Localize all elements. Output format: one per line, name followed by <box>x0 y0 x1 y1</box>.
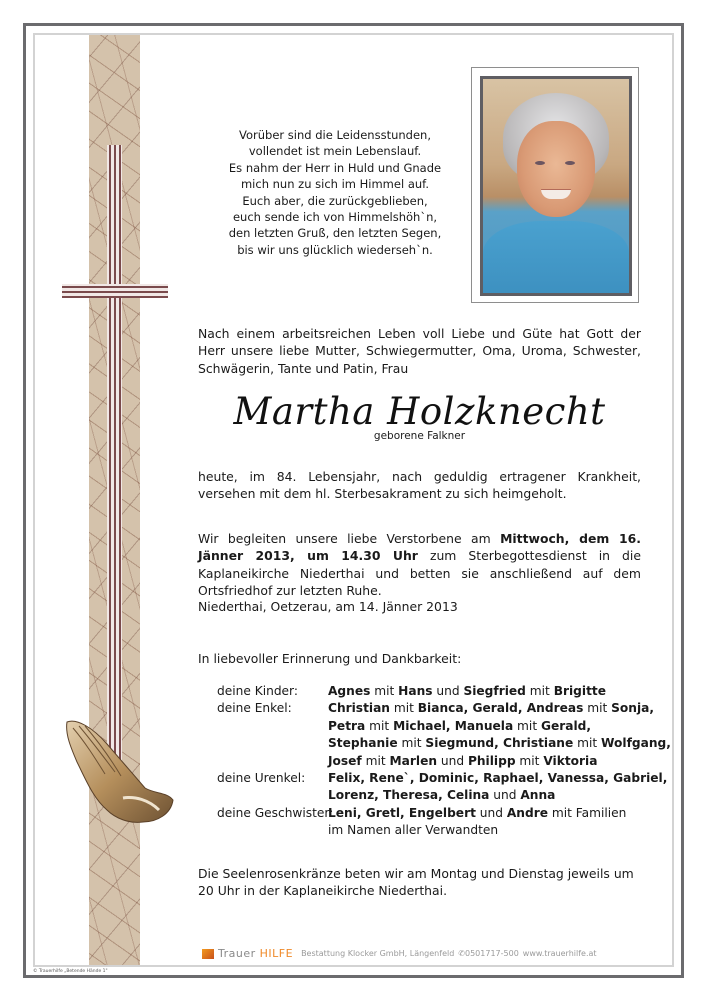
poem-line: den letzten Gruß, den letzten Segen, <box>228 226 442 241</box>
family-line <box>328 683 606 700</box>
funeral-suffix: zum Sterbegottesdienst in die Kaplaneikirche Niederthai und betten sie anschließend auf dem Ortsfriedhof zur letzten Ruhe. <box>198 548 641 598</box>
cross-horizontal-bar <box>62 284 168 298</box>
family-group-label: deine Kinder: <box>217 684 298 698</box>
family-member-name: Hans <box>398 684 433 698</box>
deceased-name: Martha Holzknecht <box>233 390 606 433</box>
brand-part2: HILFE <box>259 947 294 960</box>
poem-line: Es nahm der Herr in Huld und Gnade <box>228 160 442 175</box>
family-line <box>328 753 671 770</box>
family-connector: mit <box>573 736 602 751</box>
portrait-photo-frame <box>471 67 639 303</box>
funeral-prefix: Wir begleiten unsere liebe Verstorbene am <box>198 531 501 546</box>
footer-phone: ✆0501717-500 <box>458 949 519 958</box>
family-member-name: Lorenz, Theresa, Celina <box>328 788 490 803</box>
family-connector: mit <box>397 736 426 751</box>
poem-line: Euch aber, die zurückgeblieben, <box>242 193 428 208</box>
portrait-eye <box>565 161 575 165</box>
poem-line: bis wir uns glücklich wiederseh`n. <box>237 242 433 257</box>
family-group <box>217 805 671 840</box>
family-member-name: Wolfgang, <box>601 736 671 751</box>
poem-line: mich nun zu sich im Himmel auf. <box>240 177 430 192</box>
poem-line: euch sende ich von Himmelshöh`n, <box>232 210 438 225</box>
footer <box>202 947 597 960</box>
family-member-name: Stephanie <box>328 736 398 751</box>
family-member-name: Sonja, <box>611 701 654 716</box>
family-list <box>217 683 671 840</box>
family-group-label: deine Enkel: <box>217 701 292 716</box>
family-line <box>328 735 671 752</box>
family-member-name: Andre <box>506 805 548 820</box>
family-line <box>328 787 667 804</box>
family-connector: und <box>437 753 468 768</box>
family-member-name: Agnes <box>328 684 371 698</box>
poem <box>222 127 448 258</box>
family-member-name: Felix, Rene`, Dominic, Raphael, Vanessa, Gabriel, <box>328 771 668 786</box>
footer-website[interactable]: www.trauerhilfe.at <box>522 949 597 958</box>
family-member-name: Philipp <box>467 753 516 768</box>
family-member-name: Marlen <box>389 753 438 768</box>
family-connector: und <box>432 684 464 698</box>
family-member-name: Petra <box>328 718 366 733</box>
family-connector: mit <box>361 753 390 768</box>
gratitude-heading: In liebevoller Erinnerung und Dankbarkeit: <box>198 651 462 666</box>
family-member-name: Bianca, Gerald, Andreas <box>417 701 584 716</box>
family-member-name: Siegfried <box>463 684 526 698</box>
family-group <box>217 700 671 770</box>
family-member-name: Siegmund, Christiane <box>425 736 574 751</box>
family-connector: mit <box>365 718 394 733</box>
copyright: © Trauerhilfe „Betende Hände 1" <box>33 969 108 974</box>
cross-vertical-bar <box>107 145 122 765</box>
footer-company: Bestattung Klocker GmbH, Längenfeld <box>301 949 455 958</box>
family-group <box>217 683 671 700</box>
family-group <box>217 770 671 805</box>
intro-text: Nach einem arbeitsreichen Leben voll Liebe und Güte hat Gott der Herr unsere liebe Mutter, Schwiegermutter, Oma, Uroma, Schwester, Schwägerin, Tante und Patin, Frau <box>198 326 641 376</box>
poem-line: vollendet ist mein Lebenslauf. <box>248 144 422 159</box>
praying-hands-icon <box>63 718 178 828</box>
family-connector: mit <box>389 701 418 716</box>
family-member-name: Viktoria <box>543 753 598 768</box>
portrait-photo <box>480 76 632 296</box>
death-notice: heute, im 84. Lebensjahr, nach geduldig ertragener Krankheit, versehen mit dem hl. Sterbesakrament zu sich heimgeholt. <box>198 469 641 502</box>
family-line <box>328 822 626 839</box>
portrait-eye <box>535 161 545 165</box>
portrait-face <box>517 121 595 217</box>
family-member-name: Anna <box>520 788 556 803</box>
family-connector: und <box>489 788 521 803</box>
family-member-name: Michael, Manuela <box>393 718 514 733</box>
family-connector: im Namen aller Verwandten <box>328 823 499 838</box>
family-line <box>328 805 626 822</box>
family-connector: mit <box>525 684 554 698</box>
brand-part1: Trauer <box>218 947 256 960</box>
rosary-notice: Die Seelenrosenkränze beten wir am Montag und Dienstag jeweils um 20 Uhr in der Kaplaneikirche Niederthai. <box>198 866 634 899</box>
funeral-date: Mittwoch, dem 16. Jänner 2013, um 14.30 Uhr <box>198 531 641 564</box>
family-line <box>328 718 671 735</box>
family-group-label: deine Geschwister: <box>217 805 334 820</box>
family-member-name: Christian <box>328 701 390 716</box>
family-line <box>328 700 671 717</box>
portrait-cardigan <box>483 221 629 296</box>
family-connector: mit <box>370 684 399 698</box>
family-connector: mit <box>515 753 544 768</box>
poem-line: Vorüber sind die Leidensstunden, <box>239 128 431 142</box>
place-date: Niederthai, Oetzerau, am 14. Jänner 2013 <box>198 599 458 614</box>
family-member-name: Josef <box>328 753 362 768</box>
family-group-label: deine Urenkel: <box>217 771 306 786</box>
family-connector: mit <box>583 701 612 716</box>
maiden-name: geborene Falkner <box>373 430 466 442</box>
family-member-name: Leni, Gretl, Engelbert <box>328 805 476 820</box>
family-member-name: Gerald, <box>540 718 592 733</box>
family-connector: und <box>475 805 507 820</box>
family-connector: mit Familien <box>547 805 627 820</box>
family-member-name: Brigitte <box>553 684 606 698</box>
family-connector: mit <box>513 718 541 733</box>
family-line <box>328 770 667 787</box>
funeral-notice <box>198 530 641 599</box>
trauerhilfe-logo-icon <box>202 949 214 959</box>
